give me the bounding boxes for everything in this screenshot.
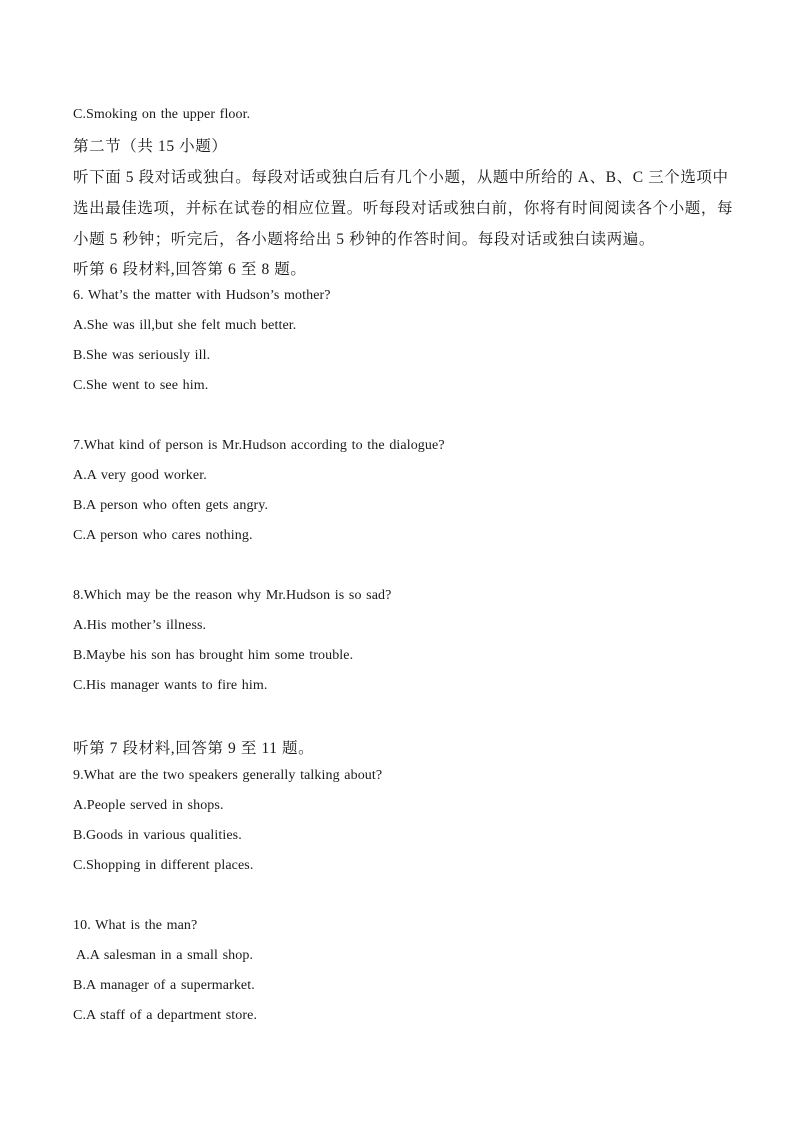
q8-option-b: B.Maybe his son has brought him some trouble.: [73, 648, 354, 663]
q10-option-a: A.A salesman in a small shop.: [76, 948, 254, 963]
material-7-heading: 听第 7 段材料,回答第 9 至 11 题。: [73, 740, 315, 757]
material-6-heading: 听第 6 段材料,回答第 6 至 8 题。: [73, 261, 307, 278]
q9-option-a: A.People served in shops.: [73, 798, 224, 813]
q7-option-c: C.A person who cares nothing.: [73, 528, 253, 543]
q10-option-c: C.A staff of a department store.: [73, 1008, 258, 1023]
instructions-line-1: 听下面 5 段对话或独白。每段对话或独白后有几个小题，从题中所给的 A、B、C 三个选项中: [73, 169, 729, 186]
q6-option-c: C.She went to see him.: [73, 378, 209, 393]
q6-question: 6. What’s the matter with Hudson’s mother?: [73, 288, 331, 303]
q9-option-c: C.Shopping in different places.: [73, 858, 254, 873]
q8-question: 8.Which may be the reason why Mr.Hudson is so sad?: [73, 588, 392, 603]
q8-option-a: A.His mother’s illness.: [73, 618, 207, 633]
instructions-line-2: 选出最佳选项，并标在试卷的相应位置。听每段对话或独白前，你将有时间阅读各个小题，每: [73, 200, 734, 217]
q7-option-a: A.A very good worker.: [73, 468, 207, 483]
section-heading: 第二节（共 15 小题）: [73, 138, 228, 155]
q7-question: 7.What kind of person is Mr.Hudson according to the dialogue?: [73, 438, 445, 453]
instructions-line-3: 小题 5 秒钟；听完后，各小题将给出 5 秒钟的作答时间。每段对话或独白读两遍。: [73, 231, 656, 248]
q10-question: 10. What is the man?: [73, 918, 198, 933]
q7-option-b: B.A person who often gets angry.: [73, 498, 269, 513]
q6-option-a: A.She was ill,but she felt much better.: [73, 318, 297, 333]
q9-option-b: B.Goods in various qualities.: [73, 828, 242, 843]
q5-option-c: C.Smoking on the upper floor.: [73, 107, 251, 122]
q9-question: 9.What are the two speakers generally talking about?: [73, 768, 383, 783]
q10-option-b: B.A manager of a supermarket.: [73, 978, 255, 993]
q6-option-b: B.She was seriously ill.: [73, 348, 211, 363]
q8-option-c: C.His manager wants to fire him.: [73, 678, 268, 693]
